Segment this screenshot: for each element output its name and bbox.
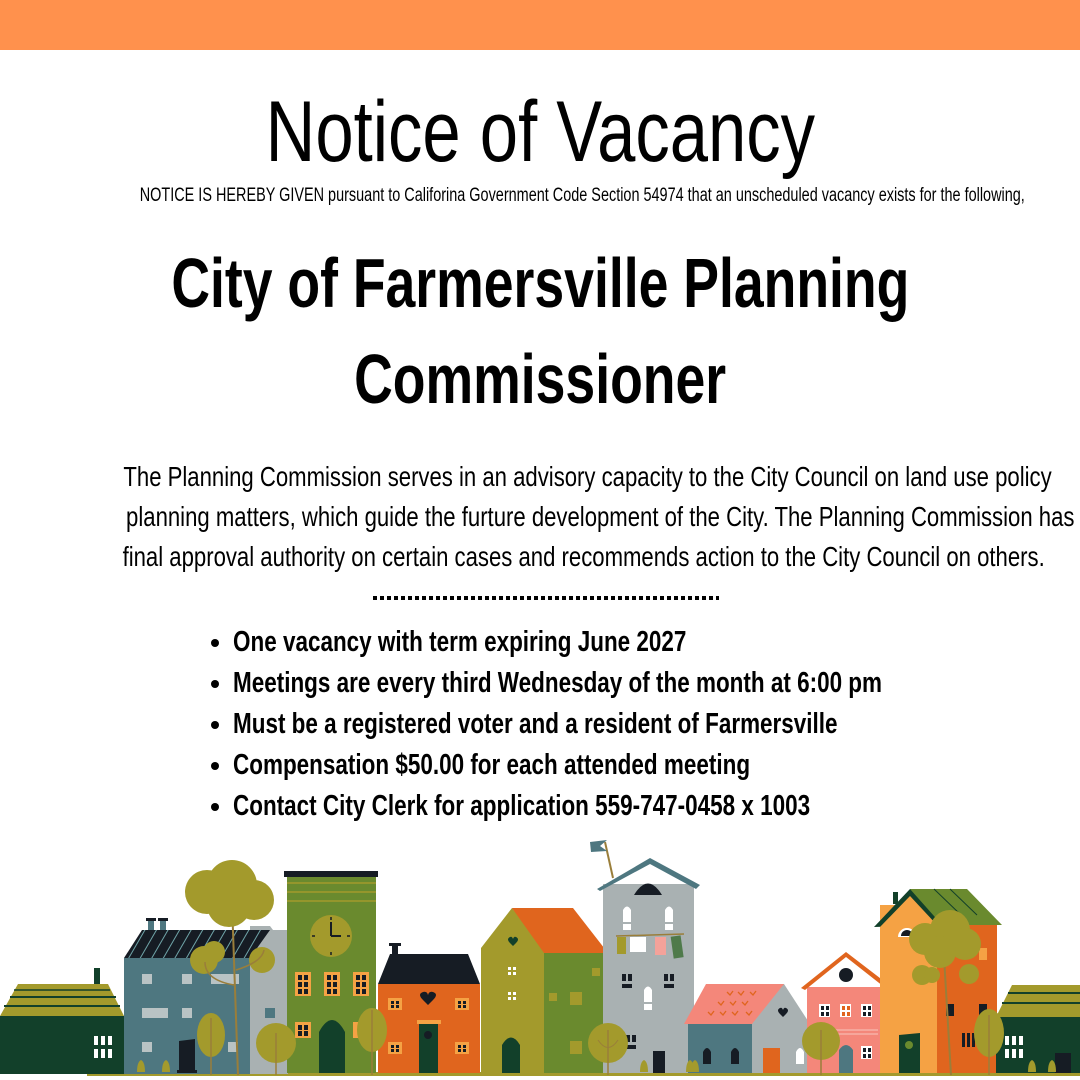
description-line-1: The Planning Commission serves in an advisory capacity to the City Council on land use policy bbox=[123, 461, 1052, 492]
legal-notice-line: NOTICE IS HEREBY GIVEN pursuant to Califorina Government Code Section 54974 that an unscheduled vacancy exists for the following, bbox=[139, 185, 1025, 206]
position-heading-line-2: Commissioner bbox=[354, 340, 726, 418]
town-houses-illustration bbox=[0, 830, 1080, 1080]
left-barn-building bbox=[0, 968, 124, 1074]
bullet-icon bbox=[211, 762, 219, 770]
description-line-2: planning matters, which guide the furture development of the City. The Planning Commission has bbox=[126, 501, 1075, 532]
top-accent-bar bbox=[0, 0, 1080, 50]
position-heading-line-1: City of Farmersville Planning bbox=[171, 244, 909, 322]
page-title: Notice of Vacancy bbox=[265, 84, 815, 180]
clock-icon bbox=[310, 915, 352, 957]
orange-house bbox=[378, 943, 480, 1073]
dotted-divider bbox=[373, 596, 719, 600]
blue-cottage bbox=[684, 984, 810, 1073]
right-barn-building bbox=[996, 985, 1080, 1073]
bullet-icon bbox=[211, 803, 219, 811]
description-line-3: final approval authority on certain cases and recommends action to the City Council on others. bbox=[122, 541, 1045, 572]
bullet-icon bbox=[211, 639, 219, 647]
bullet-icon bbox=[211, 721, 219, 729]
bullet-icon bbox=[211, 680, 219, 688]
flag-icon bbox=[590, 840, 607, 852]
